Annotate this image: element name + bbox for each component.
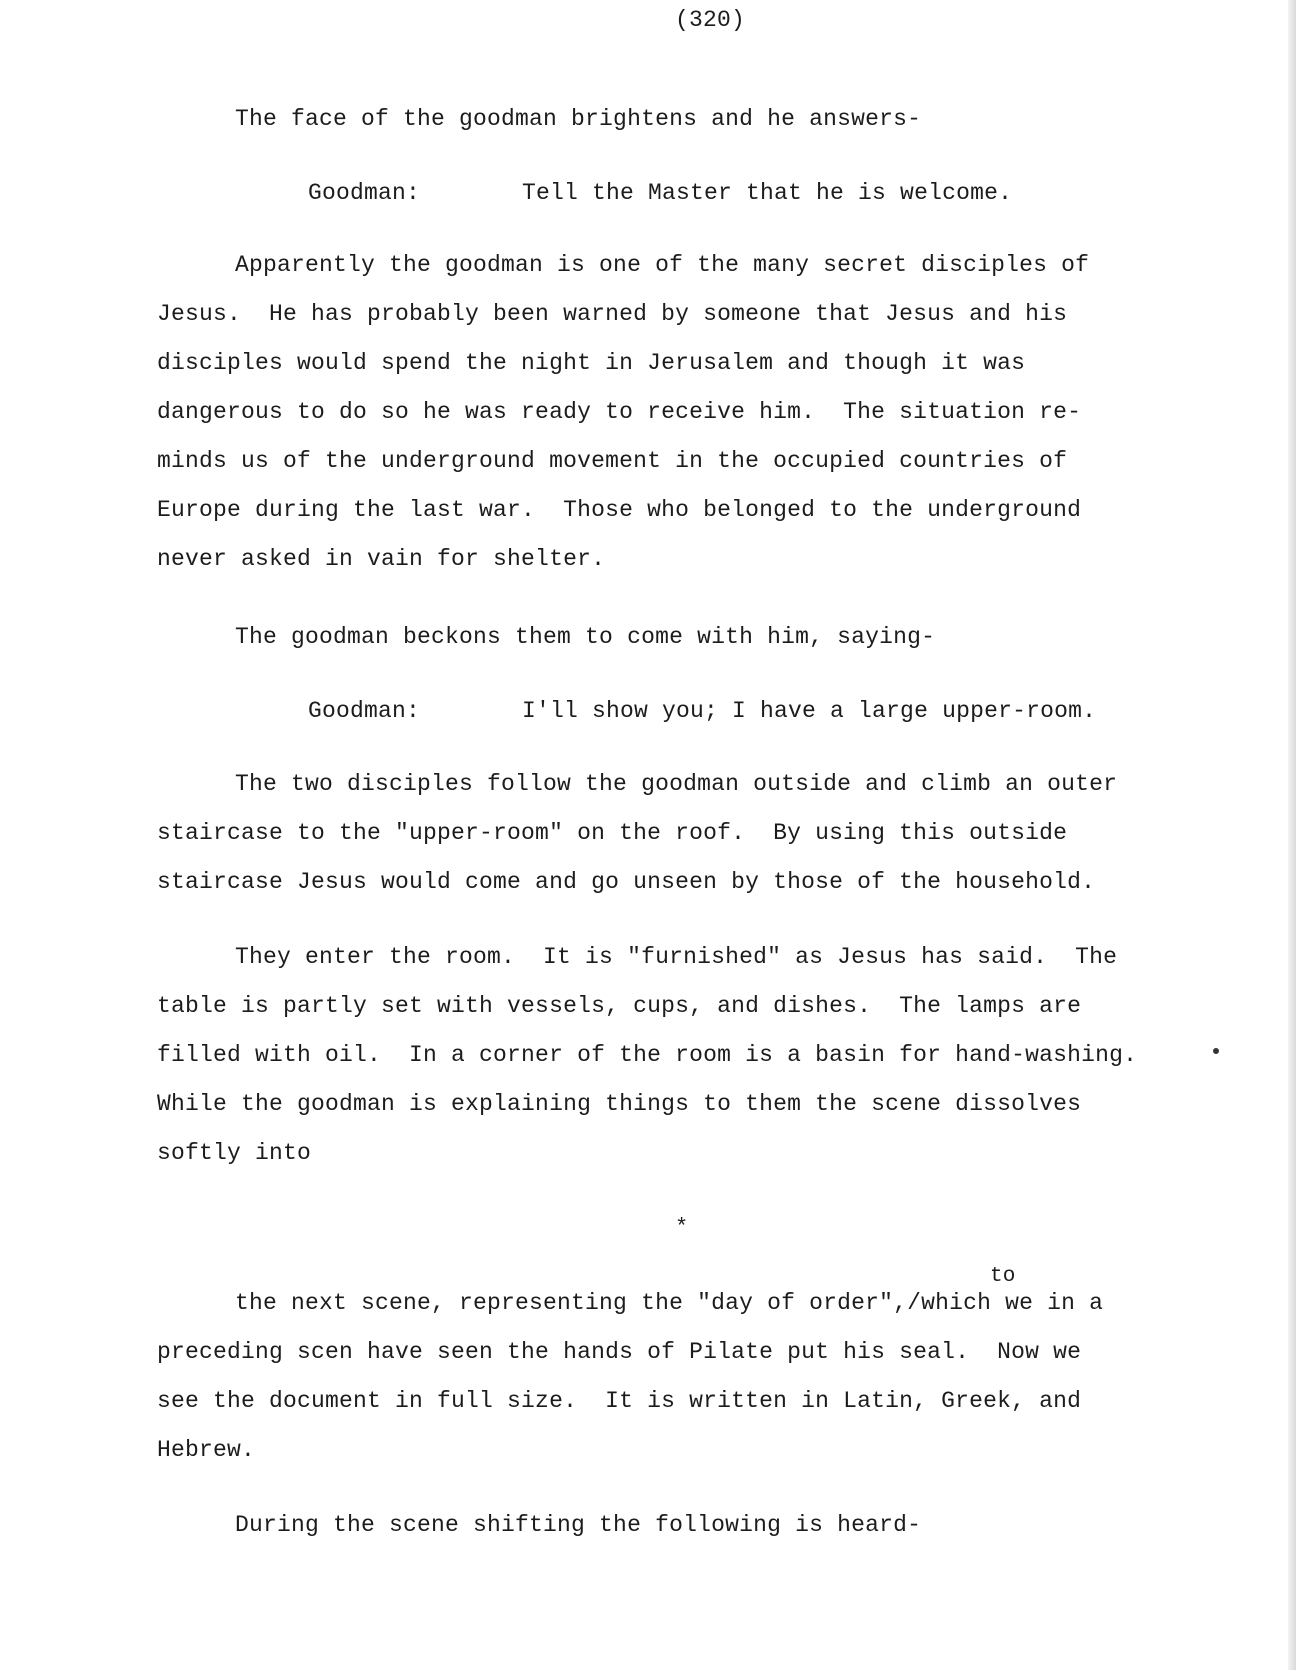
- dialogue-text: I'll show you; I have a large upper-room.: [522, 698, 1097, 724]
- paragraph-line: Apparently the goodman is one of the many secret disciples of: [235, 252, 1090, 278]
- paragraph-line: filled with oil. In a corner of the room is a basin for hand-washing.: [157, 1042, 1138, 1068]
- paragraph-line: the next scene, representing the "day of order",/which we in a: [235, 1290, 1104, 1316]
- interlinear-insertion: to: [990, 1265, 1016, 1288]
- paragraph-line: minds us of the underground movement in the occupied countries of: [157, 448, 1068, 474]
- paragraph-line: preceding scen have seen the hands of Pilate put his seal. Now we: [157, 1339, 1082, 1365]
- paragraph-line: The two disciples follow the goodman outside and climb an outer: [235, 771, 1118, 797]
- paragraph-line: staircase Jesus would come and go unseen by those of the household.: [157, 869, 1096, 895]
- dialogue-speaker: Goodman:: [308, 698, 421, 724]
- page-edge-shadow: [1288, 0, 1296, 1670]
- paragraph-line: staircase to the "upper-room" on the roof. By using this outside: [157, 820, 1068, 846]
- paragraph-line: They enter the room. It is "furnished" as Jesus has said. The: [235, 944, 1118, 970]
- paragraph-line: Jesus. He has probably been warned by someone that Jesus and his: [157, 301, 1068, 327]
- paragraph-line: dangerous to do so he was ready to receive him. The situation re-: [157, 399, 1082, 425]
- paragraph-line: softly into: [157, 1140, 312, 1166]
- paragraph-line: never asked in vain for shelter.: [157, 546, 606, 572]
- page-number: (320): [675, 7, 746, 33]
- paragraph-line: The face of the goodman brightens and he answers-: [235, 106, 922, 132]
- paragraph-line: see the document in full size. It is written in Latin, Greek, and: [157, 1388, 1082, 1414]
- paragraph-line: disciples would spend the night in Jerusalem and though it was: [157, 350, 1026, 376]
- ink-speck: [1213, 1048, 1219, 1054]
- paragraph-line: While the goodman is explaining things to them the scene dissolves: [157, 1091, 1082, 1117]
- paragraph-line: During the scene shifting the following is heard-: [235, 1512, 922, 1538]
- paragraph-line: table is partly set with vessels, cups, and dishes. The lamps are: [157, 993, 1082, 1019]
- dialogue-speaker: Goodman:: [308, 180, 421, 206]
- section-separator: *: [675, 1215, 689, 1240]
- paragraph-line: Hebrew.: [157, 1437, 256, 1463]
- paragraph-line: Europe during the last war. Those who belonged to the underground: [157, 497, 1082, 523]
- paragraph-line: The goodman beckons them to come with him, saying-: [235, 624, 936, 650]
- dialogue-text: Tell the Master that he is welcome.: [522, 180, 1013, 206]
